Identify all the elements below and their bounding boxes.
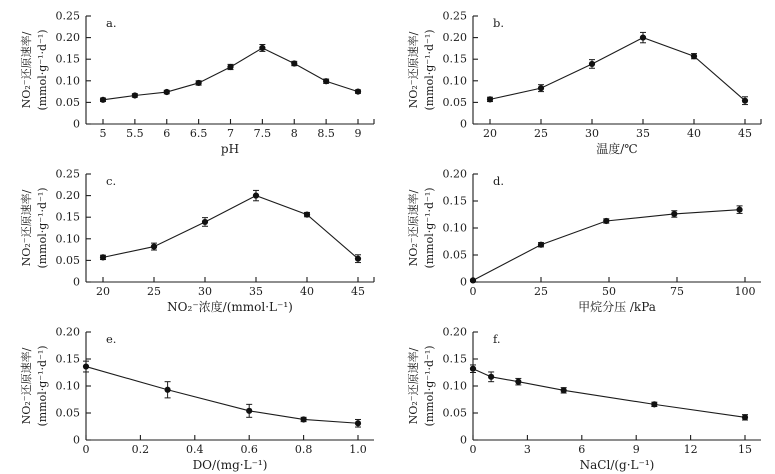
data-point-marker	[355, 89, 361, 95]
data-point-marker	[164, 89, 170, 95]
x-tick-label: 3	[523, 443, 531, 456]
x-axis-title: 甲烷分压 /kPa	[578, 300, 656, 314]
data-point-marker	[691, 53, 697, 59]
data-point-marker	[538, 242, 544, 248]
subplot-e	[0, 316, 387, 474]
data-point-marker	[742, 414, 748, 420]
data-point-marker	[100, 254, 106, 260]
data-point-marker	[83, 363, 89, 369]
y-tick-label: 0.15	[55, 52, 80, 66]
y-axis-title-line2: (mmol·g⁻¹·d⁻¹)	[36, 29, 49, 111]
y-axis-title-line1: NO₂⁻还原速率/	[20, 347, 33, 425]
data-point-marker	[736, 207, 742, 213]
data-line	[86, 367, 358, 424]
x-tick-label: 75	[670, 285, 684, 298]
data-point-marker	[202, 219, 208, 225]
data-point-marker	[165, 387, 171, 393]
data-point-marker	[291, 60, 297, 66]
x-tick-label: 1.0	[349, 443, 367, 456]
data-line	[103, 48, 358, 100]
data-point-marker	[651, 401, 657, 407]
data-point-marker	[488, 374, 494, 380]
x-tick-label: 7	[227, 127, 234, 140]
x-tick-label: 12	[683, 443, 698, 456]
data-point-marker	[355, 256, 361, 262]
data-point-marker	[487, 96, 493, 102]
data-point-marker	[589, 61, 595, 67]
data-point-marker	[301, 416, 307, 422]
data-point-marker	[538, 85, 544, 91]
data-point-marker	[246, 408, 252, 414]
data-point-marker	[151, 243, 157, 249]
panel-letter-label: d.	[493, 174, 505, 188]
subplot-e-chart	[0, 316, 387, 474]
y-axis-title-line2: (mmol·g⁻¹·d⁻¹)	[36, 187, 49, 269]
data-point-marker	[253, 193, 259, 199]
x-axis-title: NaCl/(g·L⁻¹)	[579, 458, 655, 472]
subplot-c-chart	[0, 158, 387, 316]
panel-letter-label: b.	[493, 16, 505, 30]
subplot-d	[387, 158, 775, 316]
data-line	[490, 38, 745, 101]
y-tick-label: 0.25	[442, 9, 467, 23]
y-tick-label: 0.15	[55, 210, 80, 224]
x-tick-label: 40	[687, 127, 701, 140]
y-tick-label: 0.15	[55, 352, 80, 366]
y-tick-label: 0.20	[442, 167, 467, 181]
y-tick-label: 0.20	[55, 31, 80, 45]
x-tick-label: 25	[534, 127, 548, 140]
x-tick-label: 0.4	[186, 443, 204, 456]
x-tick-label: 100	[734, 285, 756, 298]
x-tick-label: 0	[469, 443, 477, 456]
panel-letter-label: e.	[106, 332, 117, 346]
y-tick-label: 0.05	[442, 248, 467, 262]
y-axis-title-line1: NO₂⁻还原速率/	[407, 31, 420, 109]
y-tick-label: 0.05	[55, 253, 80, 267]
x-tick-label: 5	[99, 127, 107, 140]
data-point-marker	[323, 78, 329, 84]
subplot-f	[387, 316, 775, 474]
x-tick-label: 30	[198, 285, 212, 298]
x-tick-label: 20	[483, 127, 497, 140]
y-tick-label: 0.25	[55, 167, 80, 181]
data-point-marker	[515, 379, 521, 385]
x-tick-label: 15	[738, 443, 752, 456]
x-tick-label: 50	[602, 285, 616, 298]
y-axis-title-line1: NO₂⁻还原速率/	[20, 189, 33, 267]
y-axis-title-line1: NO₂⁻还原速率/	[20, 31, 33, 109]
x-tick-label: 20	[96, 285, 110, 298]
subplot-d-chart	[387, 158, 774, 316]
y-tick-label: 0	[460, 275, 467, 289]
y-tick-label: 0.05	[442, 95, 467, 109]
data-point-marker	[470, 366, 476, 372]
x-tick-label: 30	[585, 127, 599, 140]
data-point-marker	[470, 277, 476, 283]
x-axis-title: 温度/℃	[596, 142, 638, 156]
y-tick-label: 0.10	[442, 379, 467, 393]
x-tick-label: 9	[632, 443, 640, 456]
x-tick-label: 40	[300, 285, 314, 298]
panel-letter-label: c.	[106, 174, 117, 188]
y-axis-title-line2: (mmol·g⁻¹·d⁻¹)	[423, 345, 436, 427]
subplot-a-chart	[0, 0, 387, 158]
data-point-marker	[259, 45, 265, 51]
y-tick-label: 0	[460, 433, 467, 447]
subplot-f-chart	[387, 316, 774, 474]
x-tick-label: 45	[351, 285, 365, 298]
x-tick-label: 25	[534, 285, 548, 298]
subplot-a	[0, 0, 387, 158]
y-axis-title-line2: (mmol·g⁻¹·d⁻¹)	[36, 345, 49, 427]
subplot-c	[0, 158, 387, 316]
y-tick-label: 0	[73, 275, 80, 289]
y-tick-label: 0.10	[55, 232, 80, 246]
subplot-b-chart	[387, 0, 774, 158]
x-tick-label: 6.5	[189, 127, 208, 140]
x-tick-label: 8.5	[317, 127, 335, 140]
data-point-marker	[355, 420, 361, 426]
y-tick-label: 0.05	[55, 406, 80, 420]
y-axis-title-line1: NO₂⁻还原速率/	[407, 189, 420, 267]
y-tick-label: 0.20	[442, 325, 467, 339]
y-tick-label: 0	[73, 433, 80, 447]
x-tick-label: 8	[290, 127, 298, 140]
y-tick-label: 0	[460, 117, 467, 131]
y-tick-label: 0.15	[442, 194, 467, 208]
panel-letter-label: a.	[106, 16, 117, 30]
x-tick-label: 0	[469, 285, 477, 298]
data-point-marker	[196, 80, 202, 86]
x-tick-label: 45	[738, 127, 752, 140]
x-tick-label: 5.5	[126, 127, 144, 140]
x-tick-label: 7.5	[253, 127, 272, 140]
x-tick-label: 0.8	[294, 443, 313, 456]
panel-letter-label: f.	[493, 332, 501, 346]
y-tick-label: 0.10	[442, 74, 467, 88]
data-point-marker	[742, 98, 748, 104]
x-tick-label: 0.2	[131, 443, 150, 456]
x-axis-title: pH	[220, 142, 240, 156]
data-point-marker	[227, 64, 233, 70]
x-tick-label: 0.6	[240, 443, 258, 456]
y-axis-title-line1: NO₂⁻还原速率/	[407, 347, 420, 425]
y-tick-label: 0.15	[442, 52, 467, 66]
data-line	[473, 369, 745, 418]
y-tick-label: 0.20	[442, 31, 467, 45]
y-tick-label: 0.20	[55, 189, 80, 203]
x-tick-label: 0	[82, 443, 90, 456]
data-point-marker	[304, 212, 310, 218]
y-tick-label: 0.10	[442, 221, 467, 235]
y-tick-label: 0.25	[55, 9, 80, 23]
x-tick-label: 35	[636, 127, 650, 140]
data-line	[103, 196, 358, 259]
x-tick-label: 35	[249, 285, 263, 298]
subplot-b	[387, 0, 775, 158]
y-tick-label: 0.10	[55, 74, 80, 88]
data-point-marker	[132, 92, 138, 98]
y-tick-label: 0.15	[442, 352, 467, 366]
y-tick-label: 0	[73, 117, 80, 131]
x-tick-label: 25	[147, 285, 161, 298]
x-axis-title: DO/(mg·L⁻¹)	[192, 458, 268, 472]
y-tick-label: 0.20	[55, 325, 80, 339]
data-point-marker	[603, 218, 609, 224]
y-axis-title-line2: (mmol·g⁻¹·d⁻¹)	[423, 29, 436, 111]
x-axis-title: NO₂⁻浓度/(mmol·L⁻¹)	[167, 300, 293, 314]
x-tick-label: 9	[354, 127, 362, 140]
y-tick-label: 0.05	[442, 406, 467, 420]
data-point-marker	[100, 97, 106, 103]
y-axis-title-line2: (mmol·g⁻¹·d⁻¹)	[423, 187, 436, 269]
data-point-marker	[640, 35, 646, 41]
data-point-marker	[561, 387, 567, 393]
x-tick-label: 6	[163, 127, 171, 140]
x-tick-label: 6	[578, 443, 586, 456]
y-tick-label: 0.05	[55, 95, 80, 109]
data-point-marker	[671, 211, 677, 217]
y-tick-label: 0.10	[55, 379, 80, 393]
